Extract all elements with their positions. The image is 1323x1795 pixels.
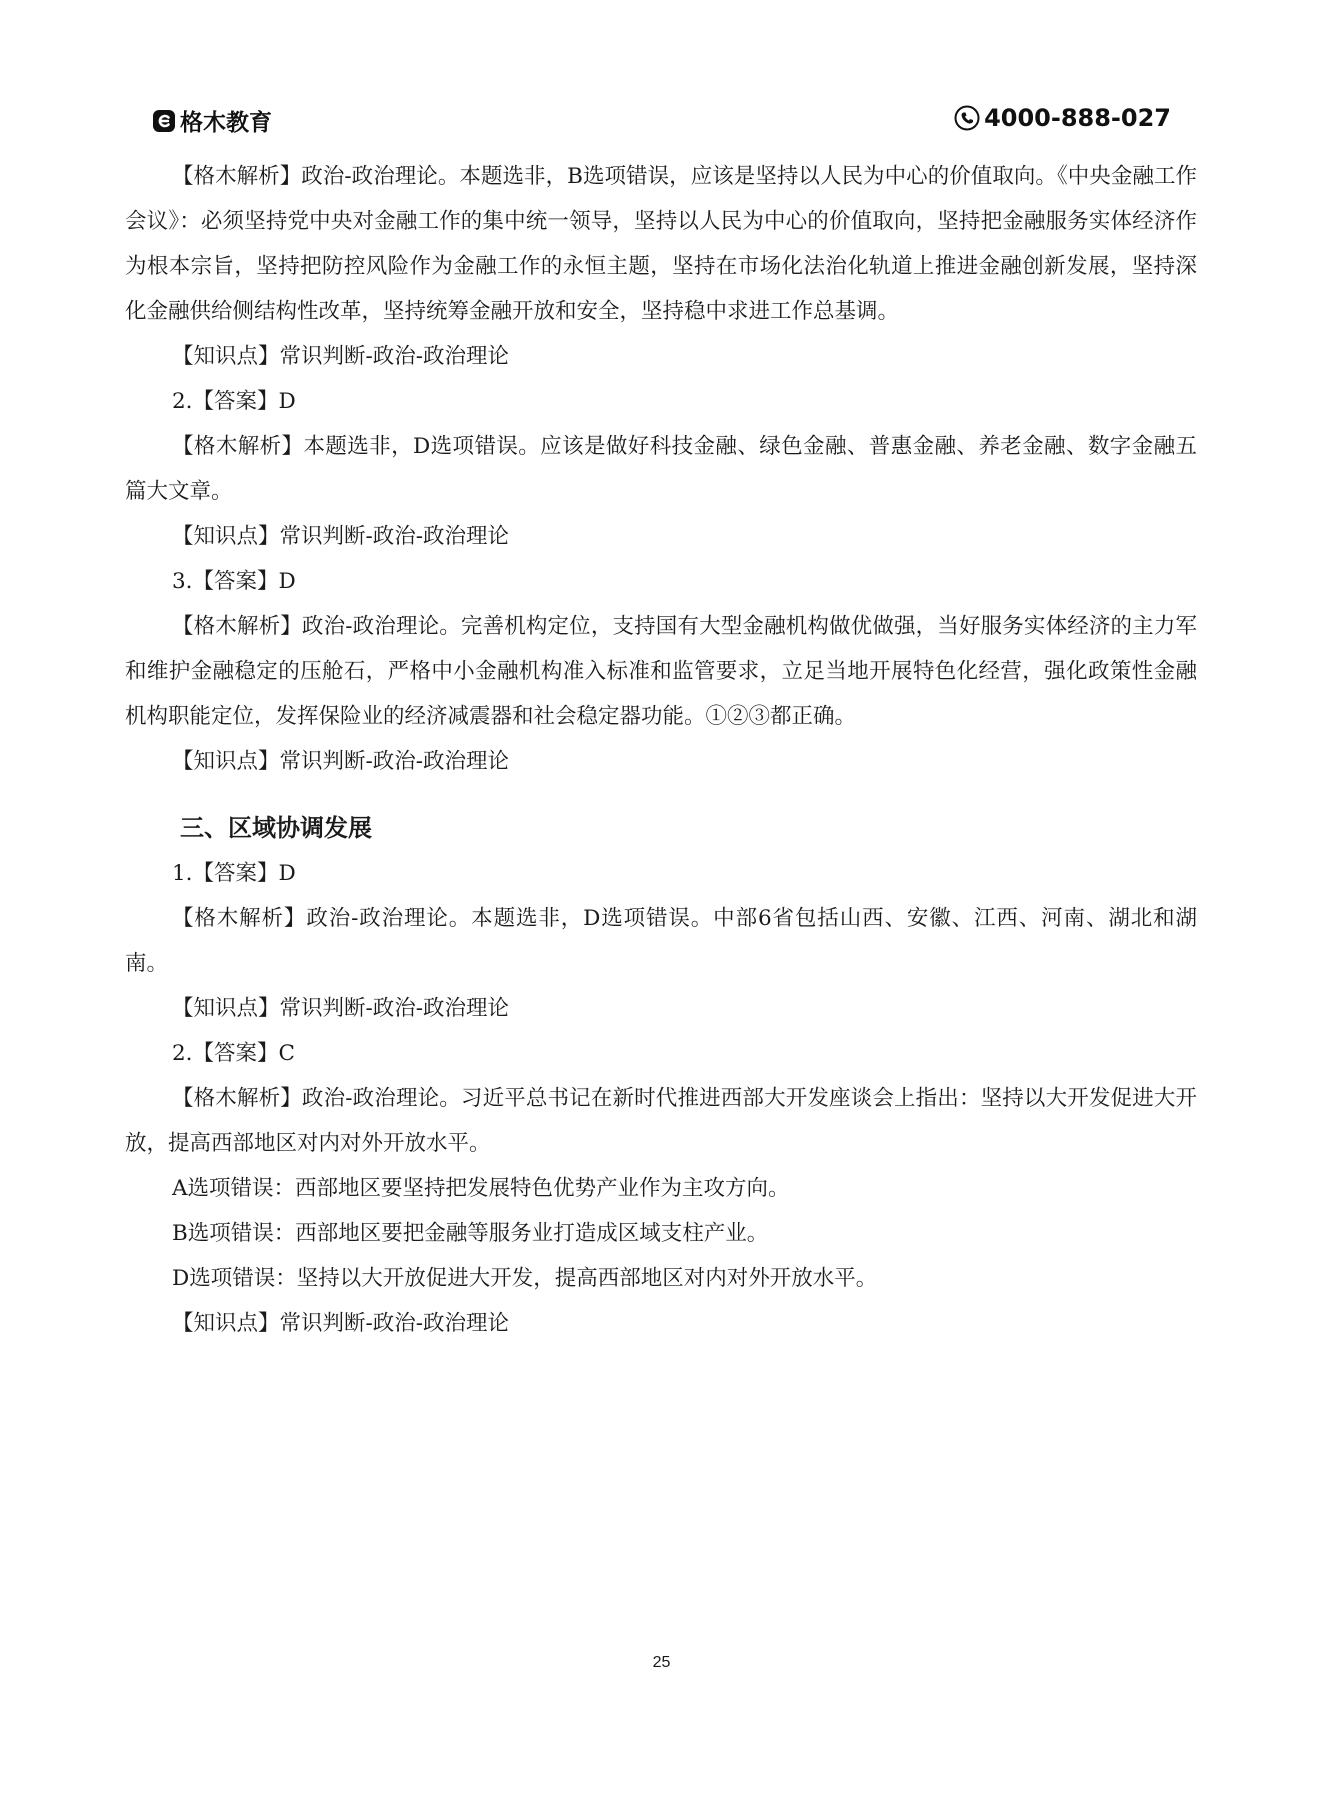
page-number: 25 [652, 1654, 671, 1671]
option-note: D选项错误：坚持以大开放促进大开发，提高西部地区对内对外开放水平。 [172, 1266, 878, 1291]
brand [152, 104, 272, 137]
analysis-paragraph: 【格木解析】政治-政治理论。习近平总书记在新时代推进西部大开发座谈会上指出：坚持以大开发促进大开放，提高西部地区对内对外开放水平。 [125, 1086, 1197, 1156]
knowledge-point: 【知识点】常识判断-政治-政治理论 [172, 996, 510, 1021]
analysis-paragraph: 【格木解析】政治-政治理论。本题选非，B选项错误，应该是坚持以人民为中心的价值取向。《中央金融工作会议》：必须坚持党中央对金融工作的集中统一领导，坚持以人民为中心的价值取向，坚持把金融服务实体经济作为根本宗旨，坚持把防控风险作为金融工作的永恒主题，坚持在市场化法治化轨道上推进金融创新发展，坚持深化金融供给侧结构性改革，坚持统筹金融开放和安全，坚持稳中求进工作总基调。 [125, 164, 1197, 324]
knowledge-point: 【知识点】常识判断-政治-政治理论 [172, 749, 510, 774]
phone-icon [954, 105, 980, 131]
option-note: A选项错误：西部地区要坚持把发展特色优势产业作为主攻方向。 [172, 1176, 790, 1201]
knowledge-point: 【知识点】常识判断-政治-政治理论 [172, 524, 510, 549]
answer-line: 2.【答案】C [172, 1041, 295, 1066]
answer-line: 1.【答案】D [172, 861, 296, 886]
analysis-paragraph: 【格木解析】本题选非，D选项错误。应该是做好科技金融、绿色金融、普惠金融、养老金融、数字金融五篇大文章。 [125, 434, 1197, 504]
hotline-number: 4000-888-027 [984, 104, 1171, 132]
analysis-paragraph: 【格木解析】政治-政治理论。完善机构定位，支持国有大型金融机构做优做强，当好服务实体经济的主力军和维护金融稳定的压舱石，严格中小金融机构准入标准和监管要求，立足当地开展特色化经营，强化政策性金融机构职能定位，发挥保险业的经济减震器和社会稳定器功能。①②③都正确。 [125, 614, 1197, 729]
knowledge-point: 【知识点】常识判断-政治-政治理论 [172, 1311, 510, 1336]
brand-logo-icon [152, 109, 176, 133]
answer-line: 2.【答案】D [172, 389, 296, 414]
answer-line: 3.【答案】D [172, 569, 296, 594]
section-title: 三、区域协调发展 [180, 814, 372, 842]
page-content [125, 154, 1197, 1346]
option-note: B选项错误：西部地区要把金融等服务业打造成区域支柱产业。 [172, 1221, 769, 1246]
analysis-paragraph: 【格木解析】政治-政治理论。本题选非，D选项错误。中部6省包括山西、安徽、江西、河南、湖北和湖南。 [125, 906, 1197, 976]
knowledge-point: 【知识点】常识判断-政治-政治理论 [172, 344, 510, 369]
page-header [152, 104, 1171, 140]
brand-name: 格木教育 [180, 110, 272, 136]
hotline [954, 104, 1171, 132]
